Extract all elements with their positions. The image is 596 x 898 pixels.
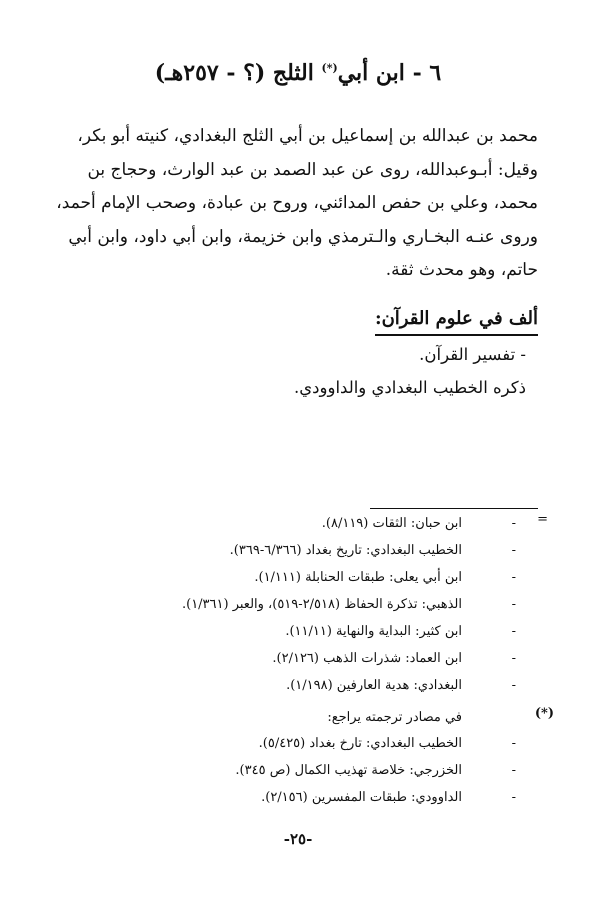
- footnote-text: الذهبي: تذكرة الحفاظ (٢/٥١٨-٥١٩)، والعبر (١/٣٦١).: [181, 597, 462, 612]
- footnote-dash: -: [511, 763, 516, 778]
- footnote-star-row-1: [46, 732, 516, 756]
- section-heading: ألف في علوم القرآن:: [375, 306, 538, 336]
- footnote-star-row-2: [46, 759, 516, 783]
- body-line-4: وروى عنـه البخـاري والـترمذي وابن خزيمة، وابن أبي داود، وابن أبي: [68, 226, 538, 247]
- footnote-star-heading: في مصادر ترجمته يراجع:: [327, 710, 462, 725]
- footnote-dash: -: [511, 543, 516, 558]
- footnote-text: الخطيب البغدادي: تاريخ بغداد (٦/٣٦٦-٣٦٩).: [229, 543, 462, 558]
- footnote-text: ابن أبي يعلى: طبقات الحنابلة (١/١١١).: [254, 570, 462, 585]
- footnote-dash: -: [511, 597, 516, 612]
- footnote-row-4: [46, 593, 516, 617]
- footnote-text: الخزرجي: خلاصة تهذيب الكمال (ص ٣٤٥).: [235, 763, 462, 778]
- footnote-continuation-marker: =: [537, 512, 548, 527]
- biography-paragraph: [56, 120, 538, 288]
- entry-title: [0, 60, 596, 86]
- footnote-row-1: [46, 512, 516, 536]
- entry-name-part-2: الثلج (؟ - ٢٥٧هـ): [154, 60, 322, 86]
- footnote-row-7: [46, 674, 516, 698]
- footnote-dash: -: [511, 624, 516, 639]
- footnote-dash: -: [511, 570, 516, 585]
- page-number: -٢٥-: [283, 830, 313, 848]
- footnote-text: الخطيب البغدادي: تارخ بغداد (٥/٤٢٥).: [258, 736, 462, 751]
- footnote-text: ابن حبان: الثقات (٨/١١٩).: [321, 516, 462, 531]
- footnote-row-6: [46, 647, 516, 671]
- body-line-1: محمد بن عبدالله بن إسماعيل بن أبي الثلج البغدادي، كنيته أبو بكر،: [77, 126, 538, 146]
- footnote-star-row-3: [46, 786, 516, 810]
- footnote-text: البغدادي: هدية العارفين (١/١٩٨).: [286, 678, 462, 693]
- book-item-2: ذكره الخطيب البغدادي والداوودي.: [294, 378, 526, 397]
- entry-number: ٦ -: [404, 60, 442, 86]
- entry-name-part-1: ابن أبي: [337, 60, 405, 86]
- footnote-text: ابن كثير: البداية والنهاية (١١/١١).: [285, 624, 462, 639]
- footnote-star-ref: (*): [321, 61, 338, 75]
- body-line-2: وقيل: أبـوعبدالله، روى عن عبد الصمد بن عبد الوارث، وحجاج بن: [87, 159, 538, 180]
- footnote-dash: -: [511, 516, 516, 531]
- footnote-dash: -: [511, 790, 516, 805]
- footnote-star-marker: (*): [534, 706, 554, 721]
- footnote-text: ابن العماد: شذرات الذهب (٢/١٢٦).: [272, 651, 462, 666]
- footnote-row-3: [46, 566, 516, 590]
- book-item-1: - تفسير القرآن.: [419, 345, 526, 364]
- footnote-text: الداوودي: طبقات المفسرين (٢/١٥٦).: [261, 790, 462, 805]
- footnote-row-2: [46, 539, 516, 563]
- footnote-separator: [370, 508, 538, 509]
- footnote-dash: -: [511, 678, 516, 693]
- body-line-3: محمد، وعلي بن حفص المدائني، وروح بن عبادة، وصحب الإمام أحمد،: [56, 193, 538, 213]
- footnote-row-5: [46, 620, 516, 644]
- footnote-dash: -: [511, 736, 516, 751]
- footnote-dash: -: [511, 651, 516, 666]
- body-line-5: حاتم، وهو محدث ثقة.: [385, 260, 538, 280]
